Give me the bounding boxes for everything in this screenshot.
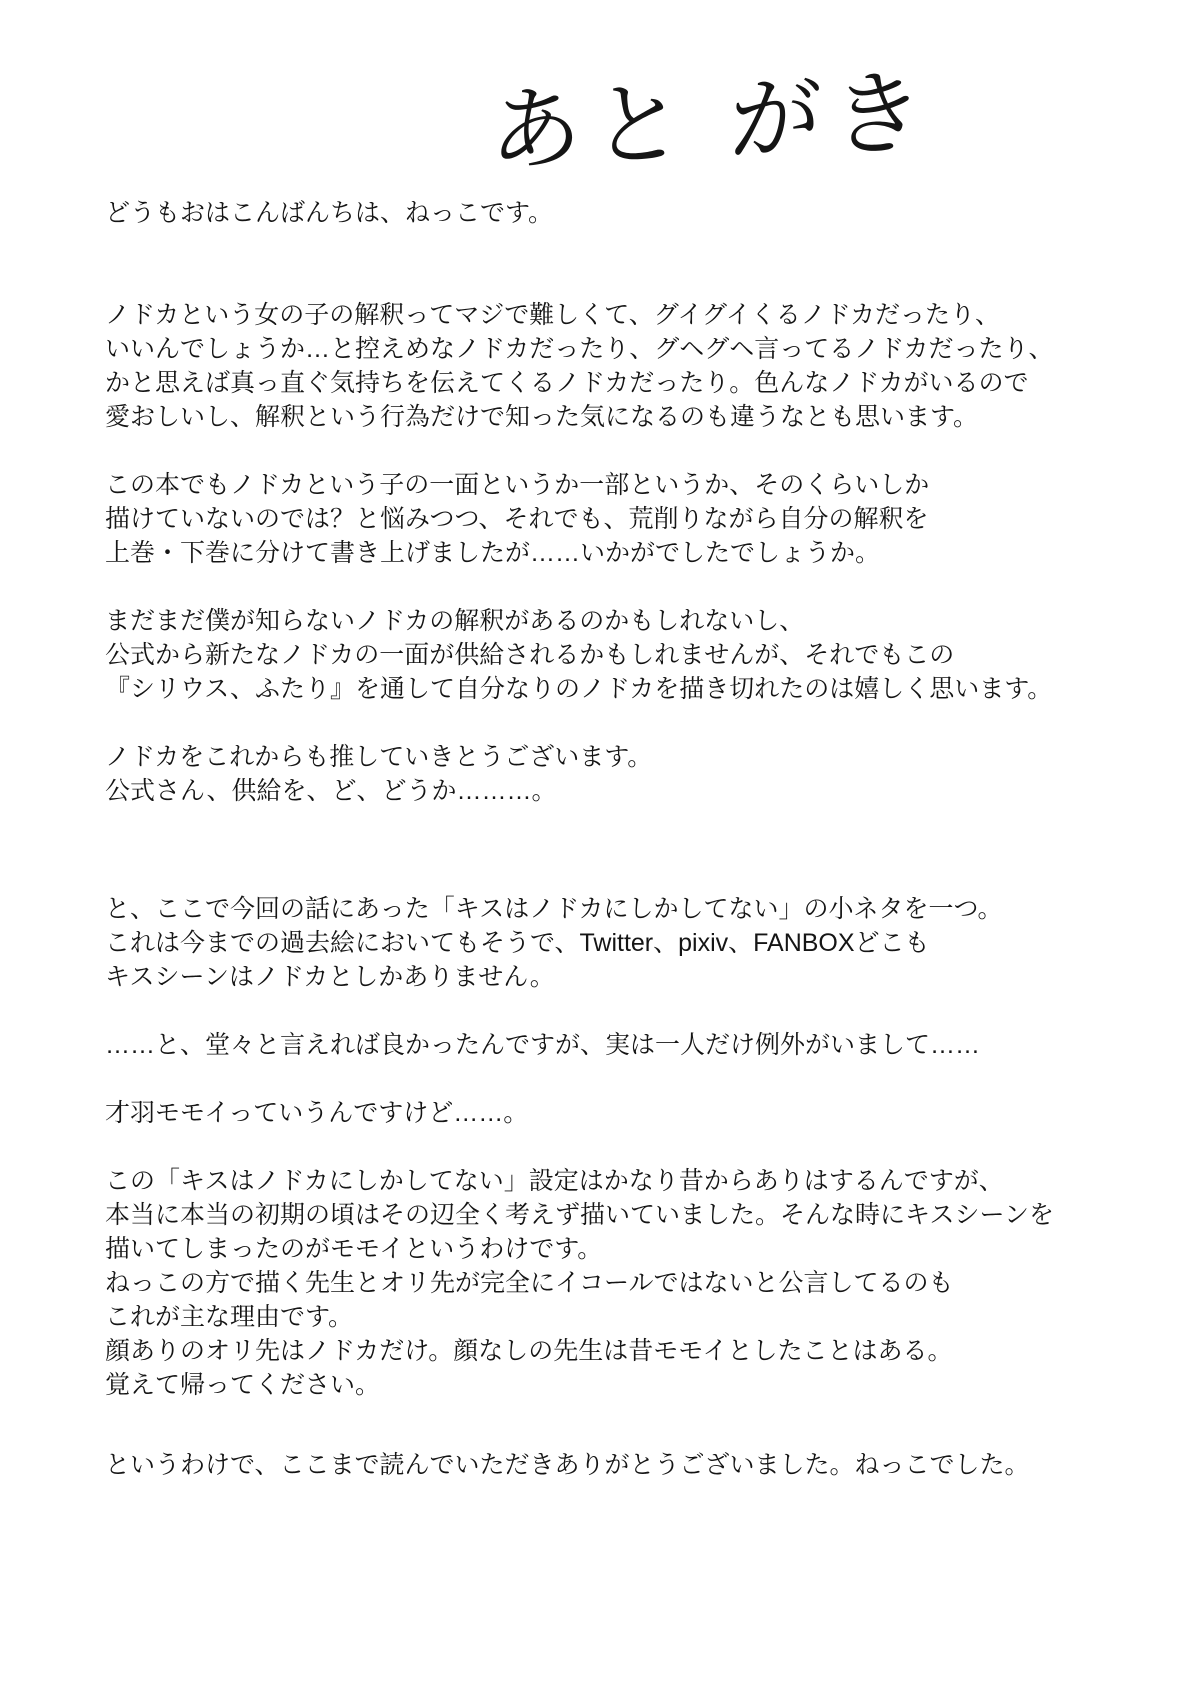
text-line: 描けていないのでは？と悩みつつ、それでも、荒削りながら自分の解釈を <box>105 505 929 533</box>
paragraph-greeting <box>105 196 1125 230</box>
text-line: 公式から新たなノドカの一面が供給されるかもしれませんが、それでもこの <box>105 641 955 669</box>
text-line: これは今までの過去絵においてもそうで、Twitter、pixiv、FANBOXどこも <box>105 929 930 957</box>
text-line: と、ここで今回の話にあった「キスはノドカにしかしてない」の小ネタを一つ。 <box>105 895 1003 923</box>
paragraph-kiss-trivia <box>105 892 1125 994</box>
text-line: 描いてしまったのがモモイというわけです。 <box>105 1235 603 1263</box>
text-line: 上巻・下巻に分けて書き上げましたが……いかがでしたでしょうか。 <box>105 539 881 567</box>
text-line: いいんでしょうか…と控えめなノドカだったり、グヘグヘ言ってるノドカだったり、 <box>105 335 1054 363</box>
paragraph-momoi-reveal <box>105 1096 1125 1130</box>
paragraph-unknown-interpretations <box>105 604 1125 706</box>
text-line: 愛おしいし、解釈という行為だけで知った気になるのも違うなとも思います。 <box>105 403 979 431</box>
afterword-body <box>105 196 1125 1516</box>
text-line: キスシーンはノドカとしかありません。 <box>105 963 555 991</box>
text-line: どうもおはこんばんちは、ねっこです。 <box>105 199 554 227</box>
text-line: 覚えて帰ってください。 <box>105 1371 381 1399</box>
text-line: この「キスはノドカにしかしてない」設定はかなり昔からありはするんですが、 <box>105 1167 1004 1195</box>
paragraph-push-request <box>105 740 1125 808</box>
paragraph-setting-explanation <box>105 1164 1125 1402</box>
paragraph-this-book <box>105 468 1125 570</box>
text-line: 本当に本当の初期の頃はその辺全く考えず描いていました。そんな時にキスシーンを <box>105 1201 1055 1229</box>
text-line: というわけで、ここまで読んでいただきありがとうございました。ねっこでした。 <box>105 1451 1030 1479</box>
paragraph-exception-intro <box>105 1028 1125 1062</box>
text-line: 顔ありのオリ先はノドカだけ。顔なしの先生は昔モモイとしたことはある。 <box>105 1337 953 1365</box>
text-line: かと思えば真っ直ぐ気持ちを伝えてくるノドカだったり。色んなノドカがいるので <box>105 369 1029 397</box>
text-line: まだまだ僕が知らないノドカの解釈があるのかもしれないし、 <box>105 607 805 635</box>
paragraph-closing <box>105 1448 1125 1482</box>
text-line: ノドカという女の子の解釈ってマジで難しくて、グイグイくるノドカだったり、 <box>105 301 1001 329</box>
text-line: これが主な理由です。 <box>105 1303 354 1331</box>
text-line: ねっこの方で描く先生とオリ先が完全にイコールではないと公言してるのも <box>105 1269 954 1297</box>
text-line: 公式さん、供給を、ど、どうか………。 <box>105 777 557 805</box>
text-line: ……と、堂々と言えれば良かったんですが、実は一人だけ例外がいまして…… <box>105 1031 981 1059</box>
text-line: 才羽モモイっていうんですけど……。 <box>105 1099 529 1127</box>
text-line: 『シリウス、ふたり』を通して自分なりのノドカを描き切れたのは嬉しく思います。 <box>105 675 1053 703</box>
paragraph-nodoka-interpretation <box>105 298 1125 434</box>
text-line: この本でもノドカという子の一面というか一部というか、そのくらいしか <box>105 471 930 499</box>
text-line: ノドカをこれからも推していきとうございます。 <box>105 743 653 771</box>
page-title: あと がき <box>488 61 935 184</box>
